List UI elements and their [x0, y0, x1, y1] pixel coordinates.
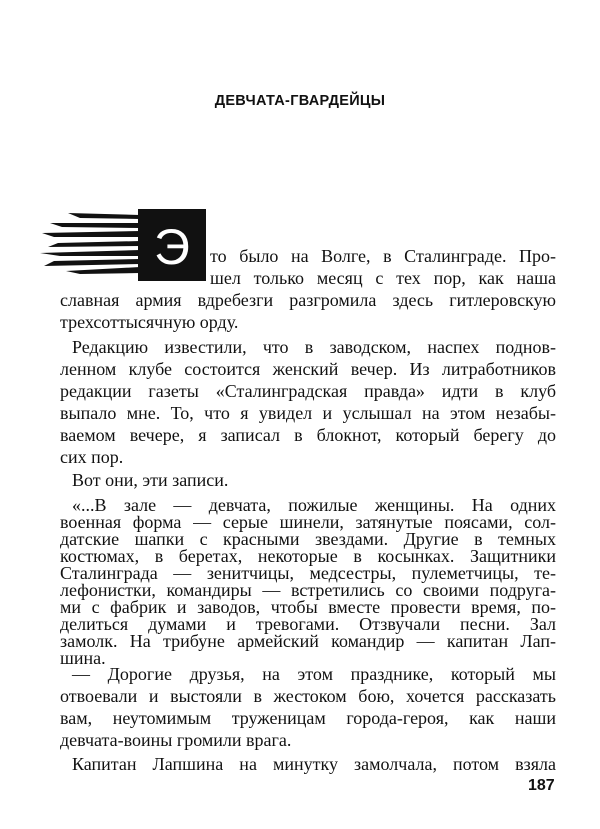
text-line: костюмах, в беретах, некоторые в косынках. Защитники [60, 546, 556, 566]
text-line: выпало мне. То, что я увидел и услышал на этом незабы- [60, 403, 556, 423]
text-line: Редакцию известили, что в заводском, наспех поднов- [72, 337, 556, 357]
text-line: датские шапки с красными звездами. Другие в темных [60, 529, 556, 549]
text-line: шел только месяц с тех пор, как наша [210, 268, 556, 288]
text-line: ми с фабрик и заводов, чтобы вместе провести время, по- [60, 597, 556, 617]
text-line: «...В зале — девчата, пожилые женщины. На одних [72, 495, 556, 515]
text-line: ваемом вечере, я записал в блокнот, который берегу до [60, 425, 556, 445]
chapter-title: ДЕВЧАТА-ГВАРДЕЙЦЫ [214, 93, 386, 109]
text-line: славная армия вдребезги разгромила здесь гитлеровскую [60, 290, 556, 310]
text-line: шина. [60, 648, 106, 668]
drop-cap-letter: Э [154, 219, 190, 275]
text-line: девчата-воины громили врага. [60, 730, 292, 750]
text-line: лефонистки, командиры — встретились со своими подруга- [60, 580, 556, 600]
text-line: вам, неутомимым труженицам города-героя, как наши [60, 708, 556, 728]
text-line: Вот они, эти записи. [72, 470, 229, 490]
text-line: Капитан Лапшина на минутку замолчала, потом взяла [72, 754, 556, 774]
text-line: Сталинграда — зенитчицы, медсестры, пулеметчицы, те- [60, 563, 556, 583]
text-line: отвоевали и выстояли в жестоком бою, хочется рассказать [60, 686, 556, 706]
text-line: ленном клубе состоится женский вечер. Из литработников [60, 359, 556, 379]
text-line: замолк. На трибуне армейский командир — капитан Лап- [60, 631, 556, 651]
page-number: 187 [528, 777, 555, 794]
text-line: трехсоттысячную орду. [60, 312, 239, 332]
text-line: то было на Волге, в Сталинграде. Про- [210, 246, 556, 266]
text-line: сих пор. [60, 447, 124, 467]
text-line: военная форма — серые шинели, затянутые поясами, сол- [60, 512, 556, 532]
text-line: редакции газеты «Сталинградская правда» идти в клуб [60, 381, 556, 401]
text-line: — Дорогие друзья, на этом празднике, который мы [72, 664, 556, 684]
text-line: делиться думами и тревогами. Отзвучали песни. Зал [60, 614, 556, 634]
